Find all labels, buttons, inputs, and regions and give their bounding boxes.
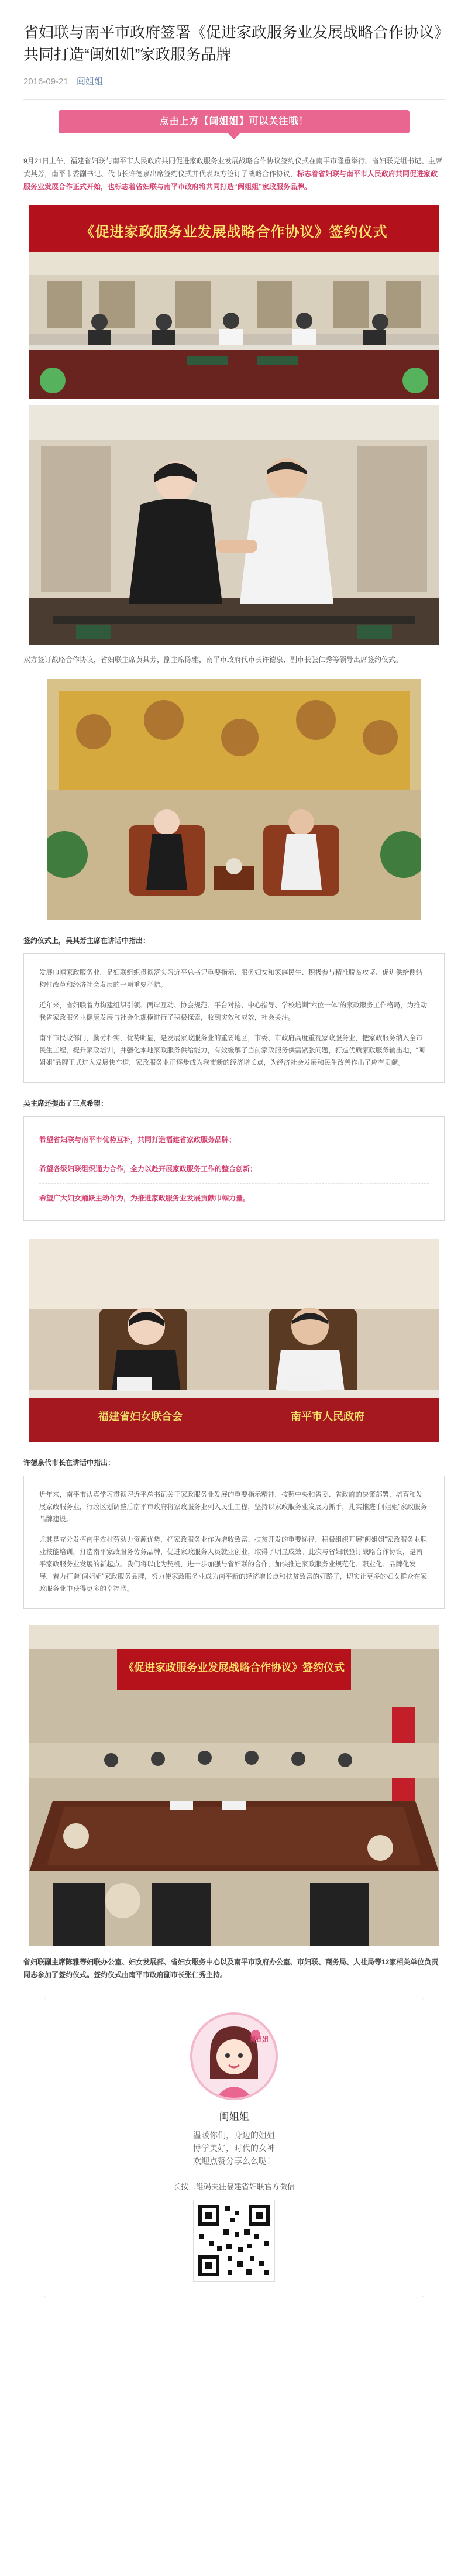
article-source-link[interactable]: 闽姐姐 xyxy=(76,77,103,87)
photo-handshake-graphic xyxy=(29,405,439,645)
photo-signing-table xyxy=(29,205,439,399)
footer-brand: 闽姐姐 xyxy=(219,2111,249,2122)
caption-final: 省妇联副主席陈雅等妇联办公室、妇女发展部、省妇女服务中心以及南平市政府办公室、市妇联、商务局、人社局等12家相关单位负责同志参加了签约仪式。签约仪式由南平市政府副市长张仁秀主持。 xyxy=(23,1958,439,1979)
slogan-line: 博学美好，时代的女神 xyxy=(193,2143,275,2153)
footer-card xyxy=(44,1998,424,2297)
caption-sign: 双方签订战略合作协议，省妇联主席黄其芳，副主席陈雅，南平市政府代市长许德泉、副市长张仁秀等领导出席签约仪式。 xyxy=(23,656,403,664)
intro-text: 9月21日上午，福建省妇联与南平市人民政府共同促进家政服务业发展战略合作协议签约仪式在南平市隆重举行。省妇联党组书记、主席黄其芳，南平市委副书记、代市长许德泉出席签约仪式并代表双方签订了战略合作协议， xyxy=(23,157,443,178)
nameplate-right: 南平市人民政府 xyxy=(291,1411,364,1423)
label-speech-xu: 许德泉代市长在讲话中指出： xyxy=(23,1459,115,1467)
nameplate-left: 福建省妇女联合会 xyxy=(98,1411,183,1423)
follow-banner[interactable] xyxy=(58,110,410,139)
photo-seated-meeting xyxy=(47,679,421,920)
hope-item: 希望各级妇联组织通力合作，全力以赴开展家政服务工作的整合创新； xyxy=(39,1154,429,1184)
photo-banner-text-2: 《促进家政服务业发展战略合作协议》签约仪式 xyxy=(123,1662,345,1674)
cartoon-girl-graphic xyxy=(192,2015,276,2098)
article-date: 2016-09-21 xyxy=(23,77,68,87)
intro-paragraph xyxy=(23,155,445,193)
divider xyxy=(23,99,445,100)
follow-arrow-icon xyxy=(228,133,240,139)
qr-code-graphic xyxy=(194,2200,274,2281)
logo-text: 闽姐姐 xyxy=(249,2036,269,2043)
speech-xu-box xyxy=(23,1476,445,1609)
follow-banner-text[interactable]: 点击上方【闽姐姐】可以关注哦！ xyxy=(58,110,410,133)
photo-seated-meeting-graphic xyxy=(47,679,421,920)
photo-handshake xyxy=(29,405,439,645)
photo-leaders-table xyxy=(29,1239,439,1442)
speech-huang-box xyxy=(23,953,445,1083)
footer-slogan xyxy=(44,2129,424,2167)
label-speech-huang: 签约仪式上，吴其芳主席在讲话中指出： xyxy=(23,937,150,945)
label-hopes: 吴主席还提出了三点希望： xyxy=(23,1099,108,1107)
speech-xu-paragraph: 近年来，南平市认真学习贯彻习近平总书记关于家政服务业发展的重要指示精神，按照中央和省委、省政府的决策部署，培育和发展家政服务业，行政区划调整后南平市政府将家政服务业列入民生工程，坚持以家政服务业发展为抓手，扎实推进“闽姐姐”家政服务品牌建设。 xyxy=(39,1491,428,1523)
speech-huang-paragraph: 南平市民政部门，勤劳朴实，优势明显，是发展家政服务业的重要地区，市委、市政府高度重视家政服务业，把家政服务纳入全市民生工程，提升家政培训，并强化本地家政服务供给能力，有效缓解了当前家政服务供需紧张问题，打造优质家政服务输出地，“闽姐姐”品牌正式进入发展快车道，家政服务业正逐步成为我市新的经济增长点，为经济社会发展和民生改善作出了应有贡献。 xyxy=(39,1035,425,1066)
hope-item: 希望广大妇女踊跃主动作为，为推进家政服务业发展贡献巾帼力量。 xyxy=(39,1194,250,1202)
article-meta xyxy=(23,75,445,87)
photo-banner-text: 《促进家政服务业发展战略合作协议》签约仪式 xyxy=(80,223,388,240)
hope-item: 希望省妇联与南平市优势互补，共同打造福建省家政服务品牌； xyxy=(39,1125,429,1154)
speech-huang-paragraph: 发展巾帼家政服务业，是妇联组织贯彻落实习近平总书记重要指示、服务妇女和家庭民生、积极参与精准脱贫攻坚、促进供给侧结构性改革和经济社会发展的一项重要举措。 xyxy=(39,969,423,989)
cartoon-girl-icon xyxy=(190,2012,278,2100)
photo-conference-room xyxy=(29,1625,439,1946)
slogan-line: 欢迎点赞分享么么哒！ xyxy=(193,2156,275,2166)
hopes-box xyxy=(23,1116,445,1221)
article-title: 省妇联与南平市政府签署《促进家政服务业发展战略合作协议》共同打造“闽姐姐”家政服务品牌 xyxy=(23,23,442,63)
intro-highlight: 标志着省妇联与南平市人民政府共同促进家政服务业发展合作正式开始，也标志着省妇联与南平市政府将共同打造“闽姐姐”家政服务品牌。 xyxy=(23,170,438,191)
slogan-line: 温暖你们，身边的姐姐 xyxy=(193,2131,275,2140)
qr-code-icon[interactable] xyxy=(193,2200,275,2282)
speech-xu-paragraph: 尤其是充分发挥南平农村劳动力资源优势，把家政服务业作为增收致富、扶贫开发的重要途径，积极组织开展“闽姐姐”家政服务业职业技能培训，打造南平家政服务劳务品牌，促进家政服务人员就业创业，取得了明显成效。此次与省妇联签订战略合作协议，是南平家政服务业发展的新起点。我们将以此为契机，进一步加强与省妇联的合作，加快推进家政服务业规范化、职业化、品牌化发展，着力打造“闽姐姐”家政服务品牌，努力使家政服务业成为南平新的经济增长点和扶贫致富的好路子，切实让更多的妇女群众在家政服务业中获得更多的幸福感。 xyxy=(39,1536,428,1593)
speech-huang-paragraph: 近年来，省妇联着力构建组织引领、两岸互动、协会规范、平台对接、中心指导、学校培训“六位一体”的家政服务工作格局，为推动我省家政服务业健康发展与社会化规模进行了积极探索，收到实效和成效，社会关注。 xyxy=(39,1002,428,1021)
qr-hint: 长按二维码关注福建省妇联官方微信 xyxy=(173,2182,295,2191)
